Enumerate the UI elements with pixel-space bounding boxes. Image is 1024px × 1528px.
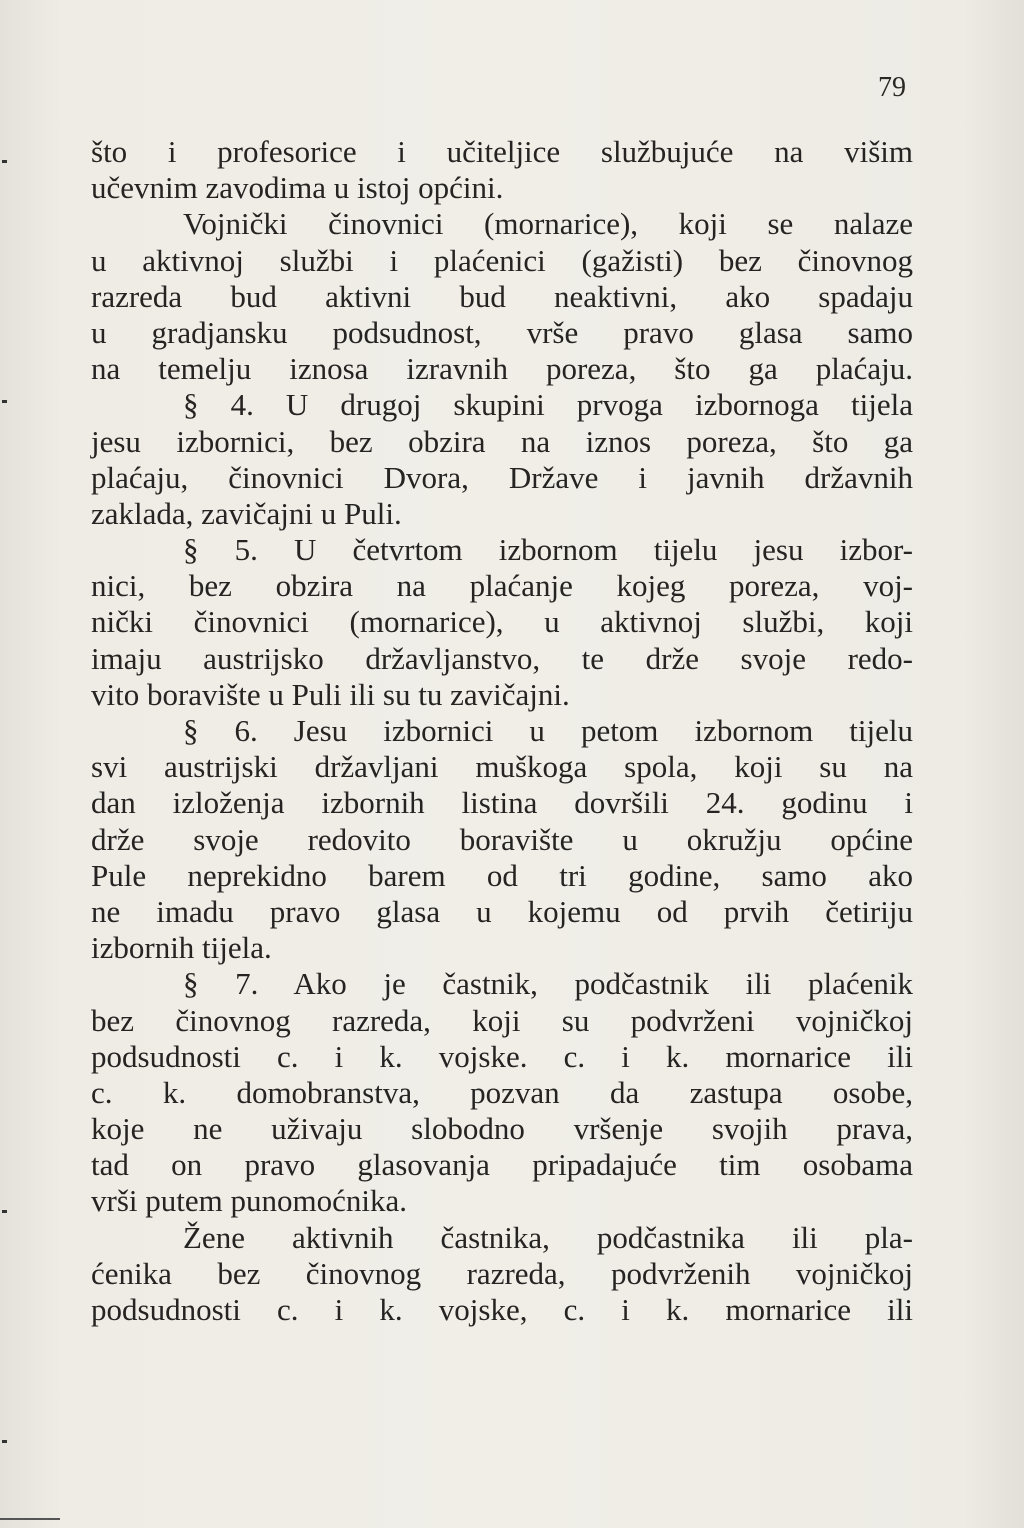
text-line: c. k. domobranstva, pozvan da zastupa osobe,: [91, 1074, 913, 1110]
text-line: podsudnosti c. i k. vojske. c. i k. mornarice ili: [91, 1038, 913, 1074]
text-line: učevnim zavodima u istoj općini.: [91, 170, 504, 206]
text-line: drže svoje redovito boravište u okružju općine: [91, 821, 913, 857]
margin-mark: [2, 1440, 7, 1443]
margin-mark: [2, 400, 7, 403]
text-line: podsudnosti c. i k. vojske, c. i k. mornarice ili: [91, 1292, 913, 1327]
text-line: zaklada, zavičajni u Puli.: [91, 495, 402, 531]
text-line: nički činovnici (mornarice), u aktivnoj službi, koji: [91, 604, 913, 640]
text-line: dan izloženja izbornih listina dovršili 24. godinu i: [91, 785, 913, 821]
text-line: svi austrijski državljani muškoga spola, koji su na: [91, 749, 913, 785]
text-line: tad on pravo glasovanja pripadajuće tim osobama: [91, 1147, 913, 1183]
text-line: jesu izbornici, bez obzira na iznos poreza, što ga: [91, 423, 913, 459]
page-edge-rule: [0, 1518, 60, 1520]
text-line: nici, bez obzira na plaćanje kojeg poreza, voj-: [91, 568, 913, 604]
text-line: Žene aktivnih častnika, podčastnika ili pla-: [183, 1219, 913, 1255]
text-line: koje ne uživaju slobodno vršenje svojih prava,: [91, 1111, 913, 1147]
text-line: bez činovnog razreda, koji su podvrženi vojničkoj: [91, 1002, 913, 1038]
text-line: imaju austrijsko državljanstvo, te drže svoje redo-: [91, 640, 913, 676]
text-line: vito boravište u Puli ili su tu zavičajni.: [91, 676, 570, 712]
text-line: Vojnički činovnici (mornarice), koji se nalaze: [183, 206, 913, 242]
text-line: što i profesorice i učiteljice službujuće na višim: [91, 134, 913, 169]
text-line: Pule neprekidno barem od tri godine, samo ako: [91, 857, 913, 893]
text-line: u aktivnoj službi i plaćenici (gažisti) bez činovnog: [91, 242, 913, 278]
text-line: ćenika bez činovnog razreda, podvrženih vojničkoj: [91, 1255, 913, 1291]
margin-mark: [2, 160, 7, 163]
text-line: § 4. U drugoj skupini prvoga izbornoga tijela: [183, 387, 913, 423]
text-line: ne imadu pravo glasa u kojemu od prvih četiriju: [91, 893, 913, 929]
text-line: na temelju iznosa izravnih poreza, što ga plaćaju.: [91, 351, 913, 387]
text-line: plaćaju, činovnici Dvora, Države i javnih državnih: [91, 459, 913, 495]
text-line: vrši putem punomoćnika.: [91, 1183, 407, 1219]
text-line: razreda bud aktivni bud neaktivni, ako spadaju: [91, 278, 913, 314]
margin-mark: [2, 1210, 7, 1213]
text-line: u gradjansku podsudnost, vrše pravo glasa samo: [91, 314, 913, 350]
text-line: § 7. Ako je častnik, podčastnik ili plaćenik: [183, 966, 913, 1002]
text-line: § 5. U četvrtom izbornom tijelu jesu izbor-: [183, 532, 913, 568]
text-line: izbornih tijela.: [91, 930, 272, 966]
page-number: 79: [878, 72, 906, 103]
text-line: § 6. Jesu izbornici u petom izbornom tijelu: [183, 713, 913, 748]
body-text: [91, 134, 913, 1328]
